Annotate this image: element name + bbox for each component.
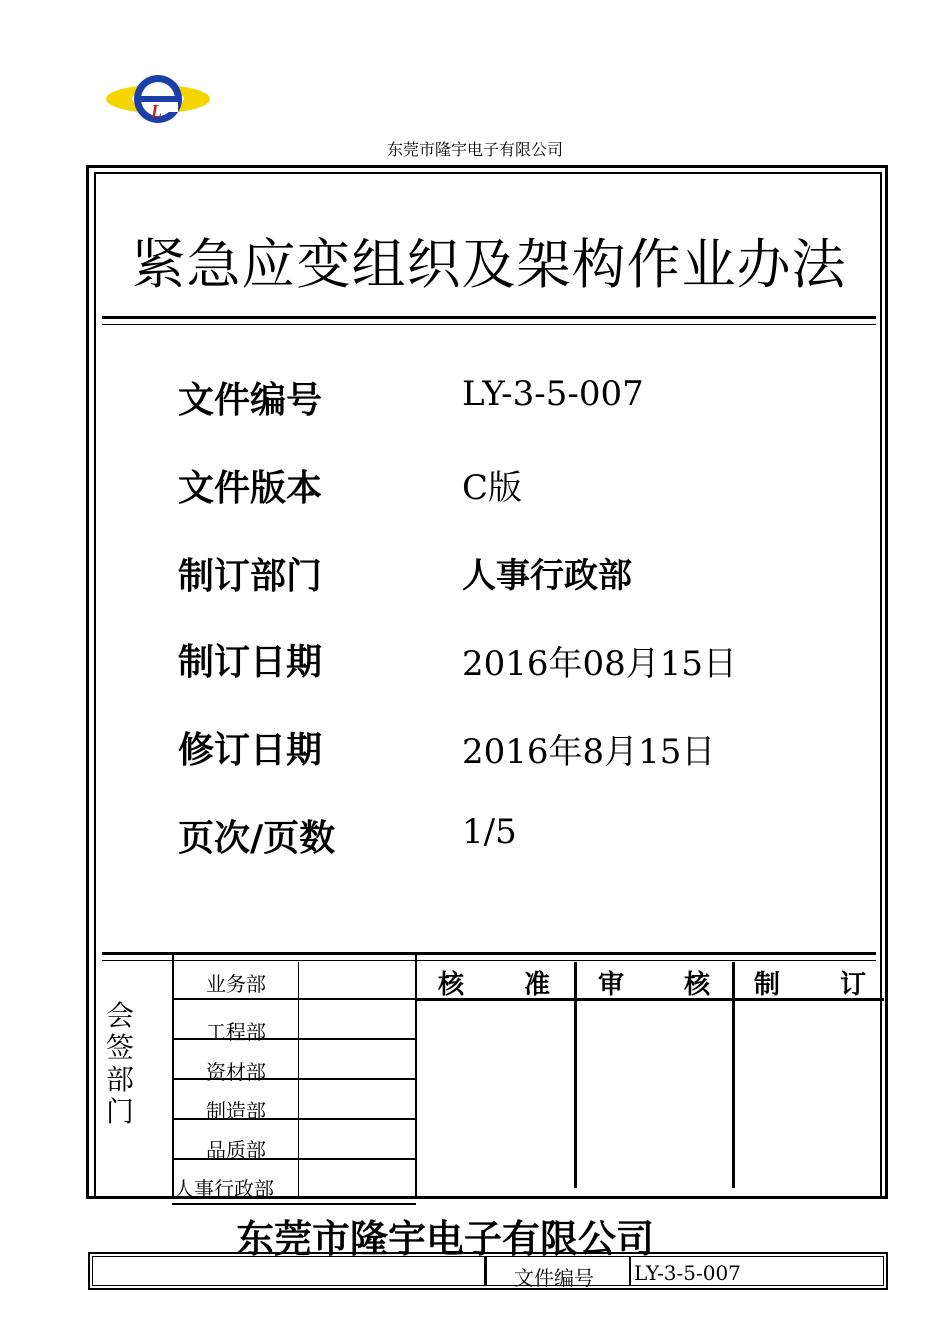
field-label-pages: 页次/页数 bbox=[178, 818, 336, 859]
field-label-department: 制订部门 bbox=[178, 556, 323, 597]
approval-header-review-left: 审 bbox=[598, 970, 625, 1000]
footer-doc-no: LY-3-5-007 bbox=[634, 1261, 741, 1285]
title-divider bbox=[102, 316, 876, 319]
approval-header-draft-right: 订 bbox=[840, 970, 867, 1000]
field-value-department: 人事行政部 bbox=[462, 556, 632, 596]
title-divider-thin bbox=[102, 324, 876, 325]
approval-header-approve-left: 核 bbox=[438, 970, 465, 1000]
dept-business: 业务部 bbox=[206, 972, 266, 996]
field-label-created: 制订日期 bbox=[178, 642, 323, 683]
signoff-side-label: 会 签 部 门 bbox=[105, 999, 134, 1128]
dept-materials: 资材部 bbox=[206, 1060, 266, 1084]
footer-split-2 bbox=[629, 1256, 631, 1286]
document-title: 紧急应变组织及架构作业办法 bbox=[131, 233, 847, 296]
dept-hr-admin: 人事行政部 bbox=[174, 1177, 274, 1201]
field-label-revised: 修订日期 bbox=[178, 730, 323, 771]
dept-col-right-border bbox=[415, 954, 417, 1198]
field-label-doc-no: 文件编号 bbox=[178, 380, 323, 421]
field-value-pages: 1/5 bbox=[462, 812, 517, 852]
footer-doc-no-label: 文件编号 bbox=[514, 1266, 594, 1290]
approval-header-draft-left: 制 bbox=[754, 970, 781, 1000]
dept-row-line bbox=[172, 998, 416, 1000]
field-value-doc-no: LY-3-5-007 bbox=[462, 374, 644, 414]
svg-text:L: L bbox=[151, 101, 162, 121]
field-label-version: 文件版本 bbox=[178, 468, 323, 509]
signoff-divider-thin bbox=[102, 960, 876, 961]
company-logo bbox=[102, 72, 214, 126]
signoff-divider bbox=[102, 952, 876, 955]
field-value-revised: 2016年8月15日 bbox=[462, 732, 716, 772]
dept-quality: 品质部 bbox=[206, 1138, 266, 1162]
field-value-version: C版 bbox=[462, 468, 523, 508]
footer-inner-frame bbox=[92, 1256, 884, 1286]
approval-header-review-right: 核 bbox=[684, 970, 711, 1000]
dept-manufacturing: 制造部 bbox=[206, 1099, 266, 1123]
company-name-top: 东莞市隆宇电子有限公司 bbox=[386, 140, 563, 159]
footer-split-1 bbox=[484, 1256, 487, 1286]
company-name-bottom: 东莞市隆宇电子有限公司 bbox=[235, 1217, 654, 1261]
dept-engineering: 工程部 bbox=[206, 1020, 266, 1044]
approval-header-approve-right: 准 bbox=[524, 970, 551, 1000]
dept-row-line-double bbox=[172, 1203, 416, 1205]
field-value-created: 2016年08月15日 bbox=[462, 644, 738, 684]
